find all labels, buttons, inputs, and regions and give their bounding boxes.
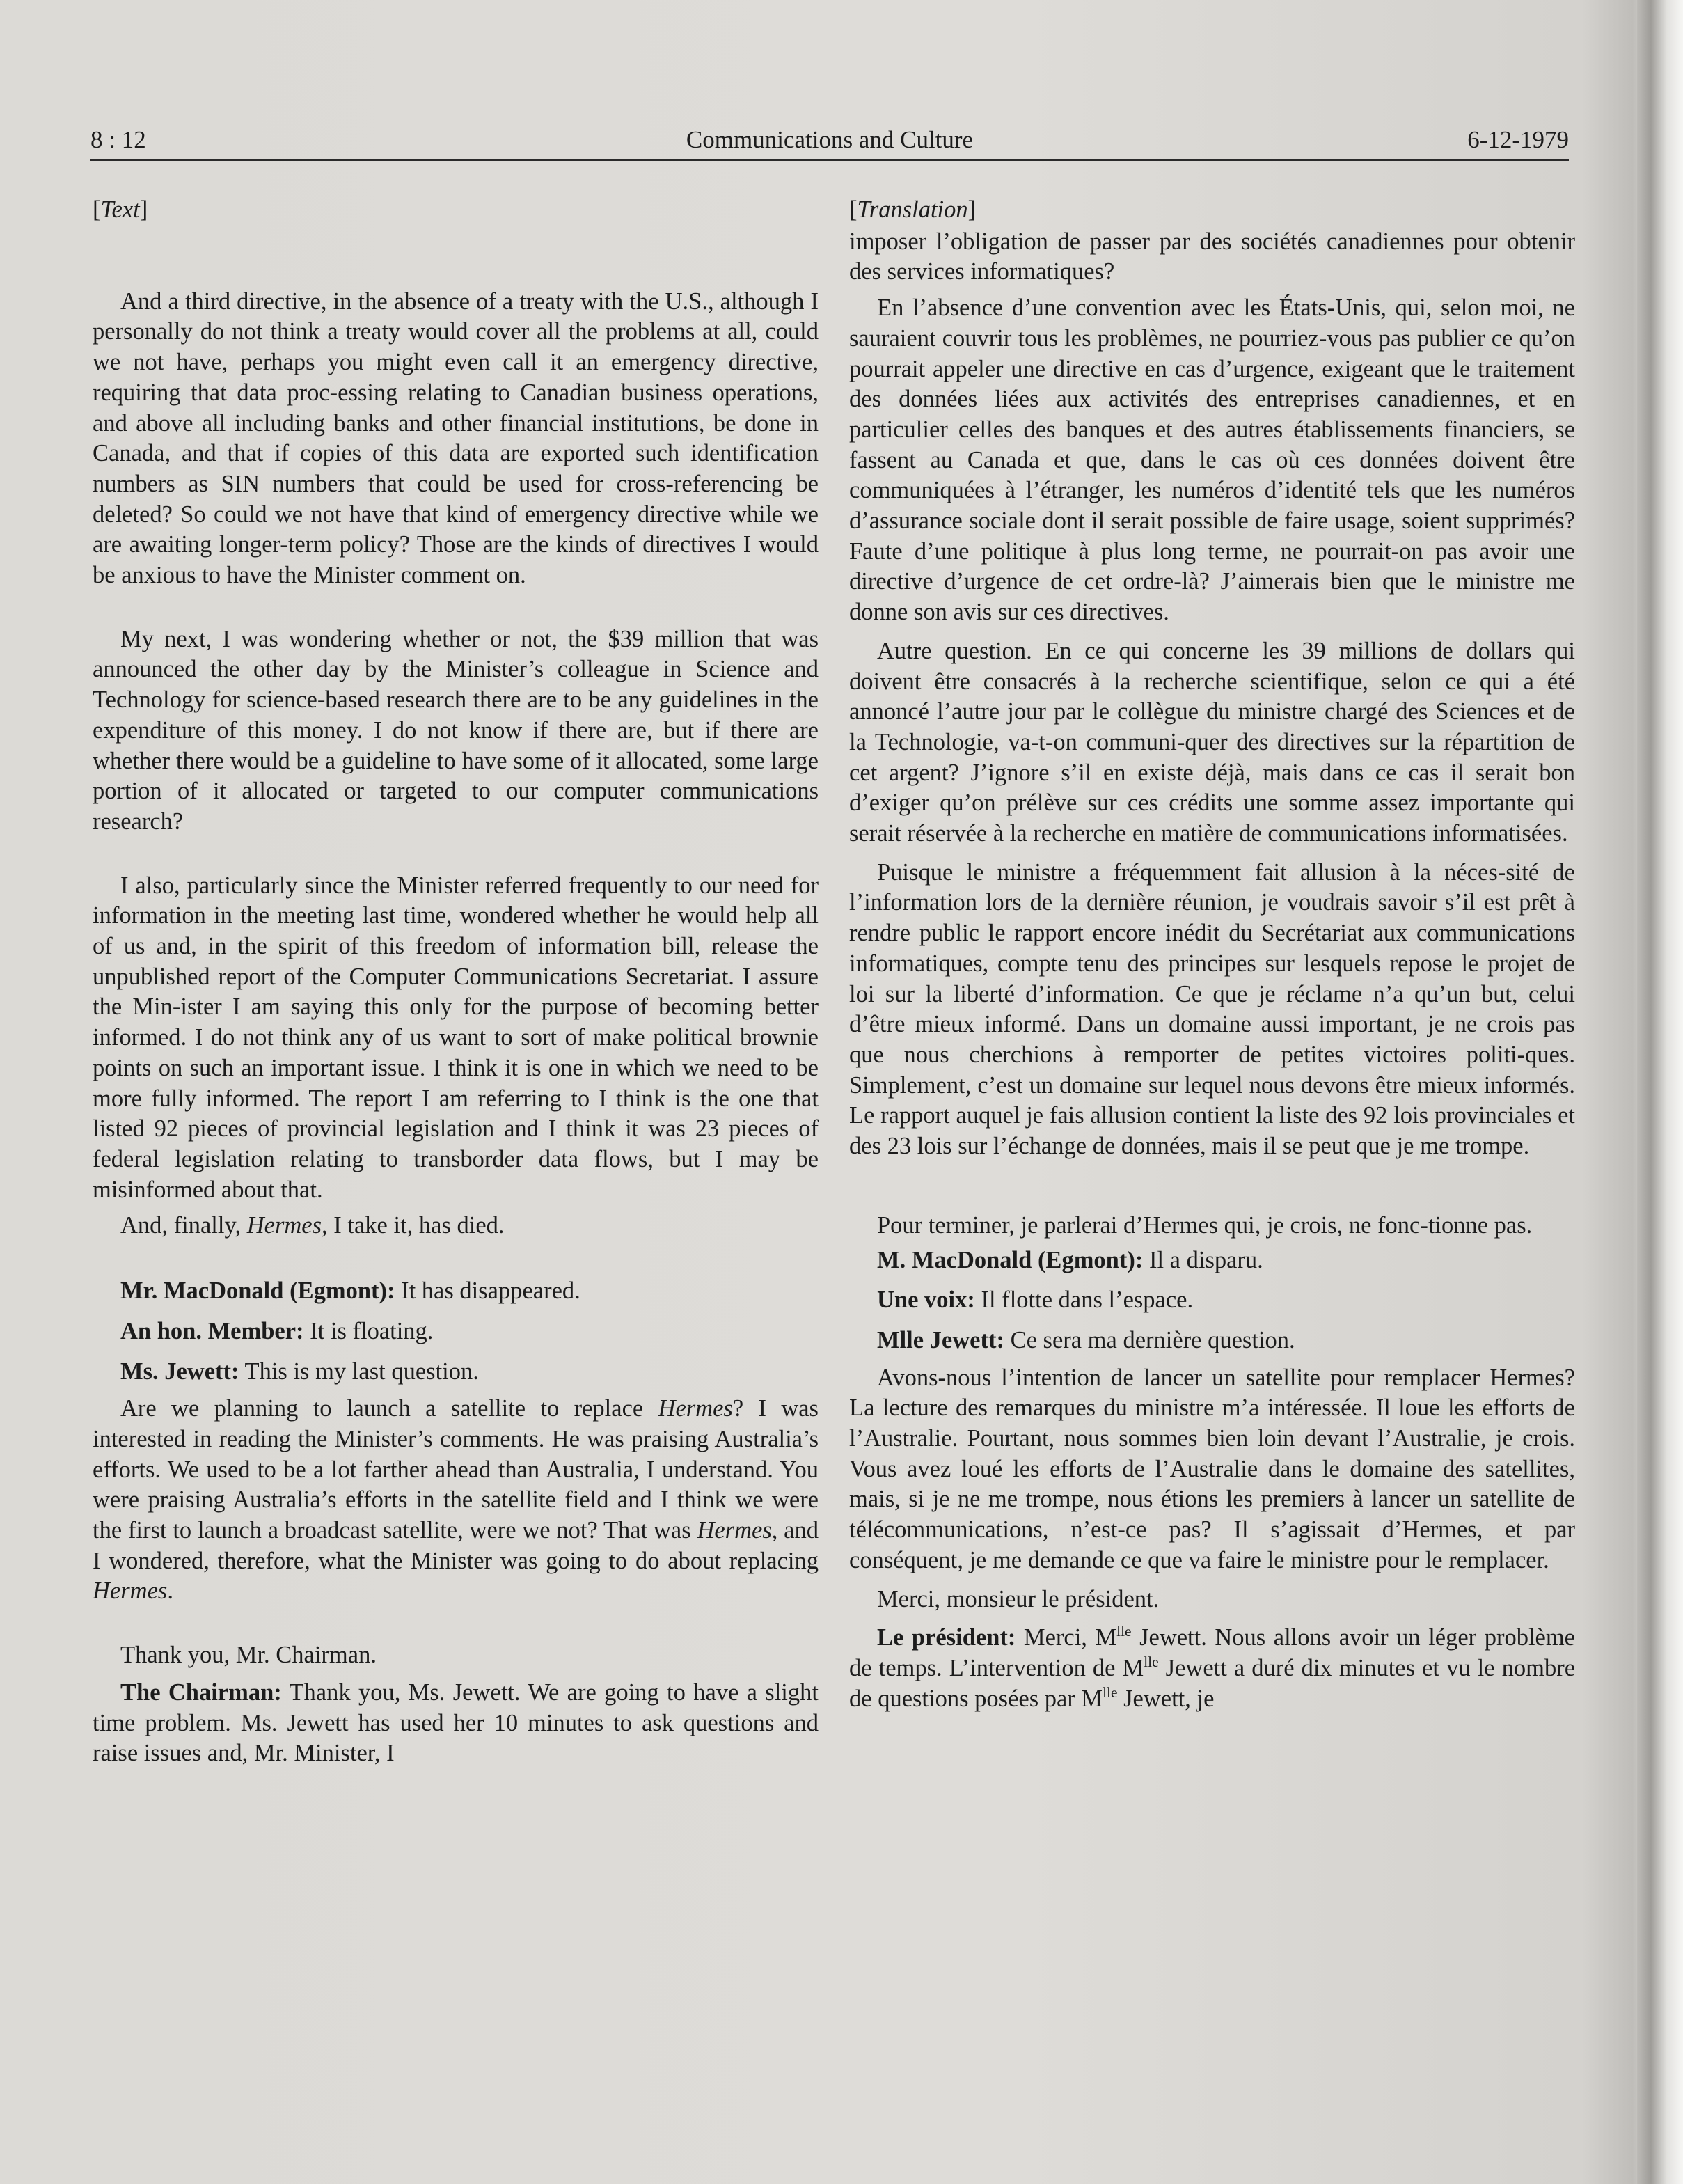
speaker-chairman: The Chairman: Thank you, Ms. Jewett. We are going to have a slight time problem. Ms. Jewett has used her 10 minutes to ask questions and raise issues and, Mr. Minister, I: [93, 1679, 819, 1767]
speaker-macdonald: Mr. MacDonald (Egmont): It has disappeared.: [120, 1278, 580, 1305]
paragraph-third-directive: And a third directive, in the absence of a treaty with the U.S., although I personally do not think a treaty would cover all the problems at all, could we not have, perhaps you might even call it an emergency directive, requiring that data proc-essing relating to Canadian business operations, and above all including banks and other financial institutions, be done in Canada, and that if copies of this data are exported such identification numbers as SIN numbers that could be used for cross-referencing be deleted? So could we not have that kind of emergency directive while we are awaiting longer-term policy? Those are the kinds of directives I would be anxious to have the Minister comment on.: [93, 288, 819, 589]
text-label: [Text]: [93, 196, 148, 223]
paragraph-39-million: My next, I was wondering whether or not, the $39 million that was announced the other day by the Minister’s colleague in Science and Technology for science-based research there are to be any guidelines in the expenditure of this money. I do not know if there are, but if there are whether there would be a guideline to have some of it allocated, some large portion of it allocated or targeted to our computer communications research?: [93, 625, 819, 835]
paragraph-satellite-fr: Avons-nous l’intention de lancer un satellite pour remplacer Hermes? La lecture des remarques du ministre m’a intéressée. Il loue les efforts de l’Australie. Pourtant, nous sommes bien loin devant l’Australie, je crois. Vous avez loué les efforts de l’Australie dans le domaine des satellites, mais, si je ne me trompe, nous étions les premiers à lancer un satellite de télécommunications, n’est-ce pas? Il s’agissait d’Hermes, et par conséquent, je me demande ce que va faire le ministre pour le remplacer.: [849, 1364, 1575, 1573]
english-column: [93, 195, 819, 1769]
speaker-une-voix: Une voix: Il flotte dans l’espace.: [877, 1287, 1194, 1314]
paragraph-merci: Merci, monsieur le président.: [877, 1585, 1160, 1612]
speaker-hon-member: An hon. Member: It is floating.: [120, 1317, 434, 1344]
french-column: [849, 195, 1575, 1714]
speaker-jewett: Ms. Jewett: This is my last question.: [120, 1358, 479, 1385]
paragraph-hermes-fr: Pour terminer, je parlerai d’Hermes qui, je crois, ne fonc-tionne pas.: [877, 1211, 1533, 1239]
paragraph-satellite: Are we planning to launch a satellite to replace Hermes? I was interested in reading the Minister’s comments. He was praising Australia’s efforts. We used to be a lot farther ahead than Australia, I understand. You were praising Australia’s efforts in the satellite field and I think we were the first to launch a broadcast satellite, were we not? That was Hermes, and I wondered, therefore, what the Minister was going to do about replacing Hermes.: [93, 1395, 819, 1605]
running-header: [90, 124, 1569, 161]
book-spine-shadow: [1637, 0, 1683, 2184]
translation-label: [Translation]: [849, 196, 977, 223]
paragraph-thanks: Thank you, Mr. Chairman.: [120, 1642, 377, 1669]
paragraph-absence-convention: En l’absence d’une convention avec les États-Unis, qui, selon moi, ne sauraient couvrir tous les problèmes, ne pourriez-vous pas publier ce qu’on pourrait appeler une directive en cas d’urgence, exigeant que le traitement des données liées aux activités des entreprises canadiennes, et en particulier celles des banques et des autres établissements financiers, se fassent au Canada et que, dans le cas où ces données doivent être communiquées à l’étranger, les numéros d’identité tels que les numéros d’assurance sociale dont il serait possible de faire usage, soient supprimés? Faute d’une politique à plus long terme, ne pourrait-on pas avoir une directive d’urgence de cet ordre-là? J’aimerais bien que le ministre me donne son avis sur ces directives.: [849, 294, 1575, 626]
page-number: 8 : 12: [90, 126, 146, 153]
publication-title: Communications and Culture: [686, 126, 974, 153]
speaker-president: Le président: Merci, $M^{lle}$ Jewett. Nous allons avoir un léger problème de temps. L’intervention de $M^{lle}$ Jewett a duré dix minutes et vu le nombre de questions posées par $M^{lle}$ Jewett, je: [849, 1623, 1576, 1712]
paragraph-autre-question: Autre question. En ce qui concerne les 39 millions de dollars qui doivent être consacrés à la recherche scientifique, selon ce qui a été annoncé l’autre jour par le collègue du ministre chargé des Sciences et de la Technologie, va-t-on communi-quer des directives sur la répartition de cet argent? J’ignore s’il en existe déjà, mais dans ce cas il serait bon d’exiger qu’on prélève sur ces crédits une somme assez importante qui serait réservée à la recherche en matière de communications informatisées.: [849, 637, 1575, 847]
paragraph-hermes: And, finally, Hermes, I take it, has died.: [120, 1212, 505, 1239]
paragraph-rapport-inedit: Puisque le ministre a fréquemment fait allusion à la néces-sité de l’information lors de la dernière réunion, je voudrais savoir s’il est prêt à rendre public le rapport encore inédit du Secrétariat aux communications informatiques, compte tenu des principes sur lesquels repose le projet de loi sur la liberté d’information. Ce que je réclame n’a qu’un but, celui d’être mieux informé. Dans un domaine aussi important, je ne crois pas que nous cherchions à remporter de petites victoires politi-ques. Simplement, c’est un domaine sur lequel nous devons être mieux informés. Le rapport auquel je fais allusion contient la liste des 92 lois provinciales et des 23 lois sur l’échange de données, mais il se peut que je me trompe.: [849, 858, 1575, 1160]
speaker-jewett-fr: Mlle Jewett: Ce sera ma dernière question.: [877, 1326, 1295, 1353]
sitting-date: 6-12-1979: [1467, 126, 1569, 153]
speaker-macdonald-fr: M. MacDonald (Egmont): Il a disparu.: [877, 1246, 1263, 1273]
paragraph-imposer: imposer l’obligation de passer par des sociétés canadiennes pour obtenir des services informatiques?: [849, 228, 1575, 285]
paragraph-unpublished-report: I also, particularly since the Minister referred frequently to our need for information in the meeting last time, wondered whether he would help all of us and, in the spirit of this freedom of information bill, release the unpublished report of the Computer Communications Secretariat. I assure the Min-ister I am saying this only for the purpose of becoming better informed. I do not think any of us want to sort of make political brownie points on such an important issue. I think it is one in which we need to be more fully informed. The report I am referring to I think is the one that listed 92 pieces of provincial legislation and I think it was 23 pieces of federal legislation relating to transborder data flows, but I may be misinformed about that.: [93, 872, 819, 1203]
